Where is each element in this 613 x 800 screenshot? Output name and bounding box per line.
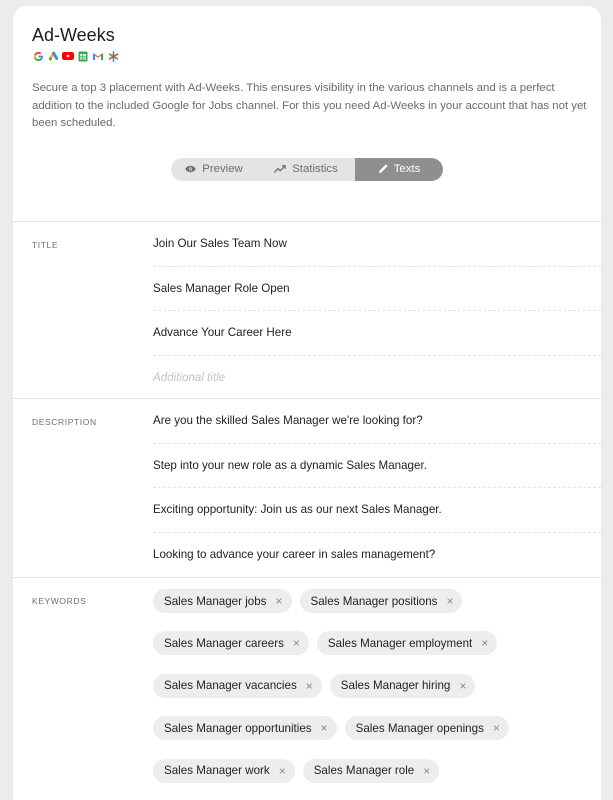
ad-weeks-description: Secure a top 3 placement with Ad-Weeks. This ensures visibility in the various channels and is a perfect addition to the included Google for Jobs channel. For this you need Ad-Weeks in your account that has not yet been scheduled. xyxy=(32,82,587,130)
keyword-chip-label: Sales Manager hiring xyxy=(340,679,451,693)
description-text: Looking to advance your career in sales management? xyxy=(153,548,436,562)
google-icon xyxy=(32,50,44,62)
remove-keyword-icon[interactable]: × xyxy=(492,721,500,736)
description-text: Are you the skilled Sales Manager we're looking for? xyxy=(153,414,423,428)
title-section xyxy=(13,221,601,399)
title-field[interactable] xyxy=(153,267,601,312)
remove-keyword-icon[interactable]: × xyxy=(275,594,283,608)
title-list xyxy=(153,222,601,400)
keyword-chip-label: Sales Manager jobs xyxy=(164,594,267,608)
keyword-chip xyxy=(153,716,337,740)
ad-weeks-card xyxy=(13,6,601,800)
remove-keyword-icon[interactable]: × xyxy=(305,678,313,693)
remove-keyword-icon[interactable]: × xyxy=(320,721,328,736)
keyword-chip-label: Sales Manager employment xyxy=(327,636,473,650)
remove-keyword-icon[interactable]: × xyxy=(446,594,454,608)
additional-title-input[interactable] xyxy=(153,356,601,401)
keyword-chip-label: Sales Manager role xyxy=(313,764,415,778)
tab-texts[interactable] xyxy=(355,158,443,181)
remove-keyword-icon[interactable]: × xyxy=(481,636,489,651)
description-section xyxy=(13,398,601,578)
description-text: Step into your new role as a dynamic Sales Manager. xyxy=(153,458,427,472)
title-text: Sales Manager Role Open xyxy=(153,281,290,295)
keyword-chip xyxy=(330,674,476,698)
gmail-icon xyxy=(92,50,104,62)
asterisk-icon xyxy=(107,50,119,62)
keyword-chip-label: Sales Manager vacancies xyxy=(164,679,297,693)
keyword-chip xyxy=(153,631,309,655)
keyword-chip-row xyxy=(153,716,593,758)
eye-icon xyxy=(185,165,196,173)
keyword-chip-label: Sales Manager opportunities xyxy=(164,721,312,735)
keywords-section-label: KEYWORDS xyxy=(32,596,87,606)
tab-preview-label: Preview xyxy=(202,163,243,176)
keyword-chip-row xyxy=(153,631,593,673)
description-field[interactable] xyxy=(153,444,601,489)
title-text: Join Our Sales Team Now xyxy=(153,237,287,251)
keyword-chip xyxy=(300,589,463,613)
description-text: Exciting opportunity: Join us as our next Sales Manager. xyxy=(153,503,442,517)
keyword-chip-row xyxy=(153,674,593,716)
keyword-chip xyxy=(345,716,509,740)
description-field[interactable] xyxy=(153,533,601,578)
keyword-chip-row xyxy=(153,759,593,800)
youtube-icon xyxy=(62,50,74,62)
keyword-chip-label: Sales Manager work xyxy=(164,764,270,778)
keyword-chip-row xyxy=(153,589,593,631)
remove-keyword-icon[interactable]: × xyxy=(292,636,300,651)
keyword-chip xyxy=(303,759,440,783)
remove-keyword-icon[interactable]: × xyxy=(423,763,431,778)
card-header xyxy=(13,6,601,181)
keywords-section xyxy=(13,577,601,800)
google-ads-icon xyxy=(47,50,59,62)
remove-keyword-icon[interactable]: × xyxy=(459,678,467,693)
remove-keyword-icon[interactable]: × xyxy=(278,763,286,778)
keyword-chip xyxy=(153,589,292,613)
description-field[interactable] xyxy=(153,399,601,444)
channel-icons xyxy=(32,50,582,62)
description-list xyxy=(153,399,601,577)
trend-icon xyxy=(274,165,286,173)
additional-title-placeholder: Additional title xyxy=(153,371,226,385)
keyword-chips xyxy=(153,589,593,800)
google-sheets-icon xyxy=(77,50,89,62)
title-field[interactable] xyxy=(153,222,601,267)
description-field[interactable] xyxy=(153,488,601,533)
keyword-chip-label: Sales Manager careers xyxy=(164,636,284,650)
description-section-label: DESCRIPTION xyxy=(32,417,97,427)
title-section-label: TITLE xyxy=(32,240,59,250)
tab-preview[interactable] xyxy=(171,158,257,181)
view-tabs xyxy=(171,158,443,181)
keyword-chip-label: Sales Manager positions xyxy=(310,594,438,608)
page-title: Ad-Weeks xyxy=(32,25,115,45)
title-text: Advance Your Career Here xyxy=(153,326,292,340)
keyword-chip xyxy=(153,674,322,698)
keyword-chip-label: Sales Manager openings xyxy=(355,721,484,735)
tab-statistics-label: Statistics xyxy=(292,163,338,176)
tab-statistics[interactable] xyxy=(257,158,355,181)
pencil-icon xyxy=(378,164,388,174)
title-field[interactable] xyxy=(153,311,601,356)
tab-texts-label: Texts xyxy=(393,163,421,176)
keyword-chip xyxy=(317,631,497,655)
keyword-chip xyxy=(153,759,295,783)
